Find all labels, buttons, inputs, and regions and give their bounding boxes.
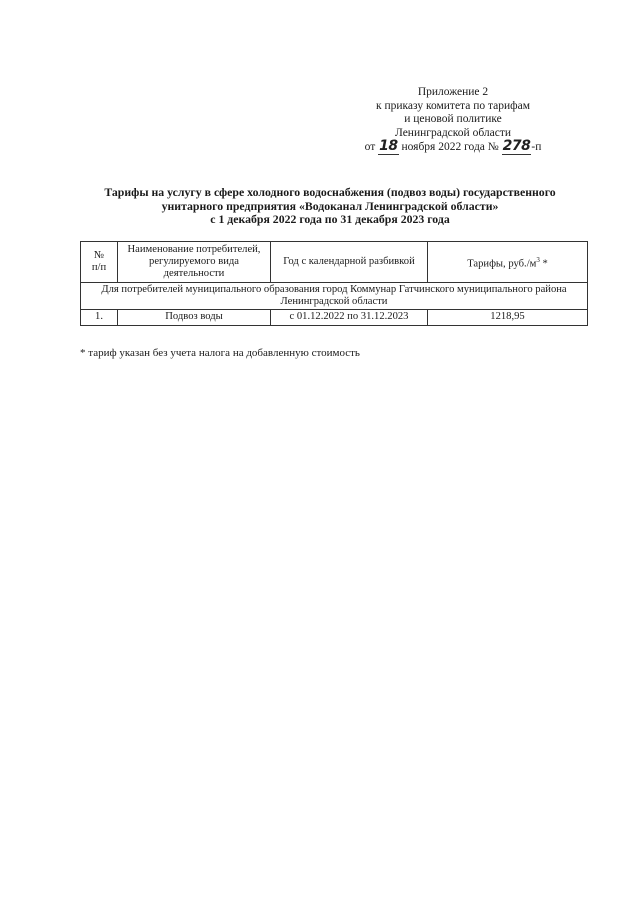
handwritten-order-number: 278 bbox=[502, 138, 531, 155]
header-number bbox=[81, 242, 118, 283]
title-line-2: унитарного предприятия «Водоканал Ленинградской области» bbox=[161, 198, 499, 213]
row-tariff-value: 1218,95 bbox=[428, 310, 588, 325]
date-prefix: от bbox=[364, 141, 376, 154]
table-header-row bbox=[81, 242, 588, 283]
row-period: с 01.12.2022 по 31.12.2023 bbox=[271, 310, 428, 325]
date-middle: ноября 2022 года № bbox=[401, 141, 499, 154]
title-line-3: с 1 декабря 2022 года по 31 декабря 2023 года bbox=[210, 212, 450, 227]
header-tariff-label: Тарифы, руб./м bbox=[467, 258, 537, 270]
header-tariff-superscript: 3 bbox=[536, 255, 540, 264]
row-service-name: Подвоз воды bbox=[118, 310, 271, 325]
appendix-order-reference: к приказу комитета по тарифам bbox=[376, 99, 530, 112]
appendix-region: Ленинградской области bbox=[394, 126, 512, 139]
handwritten-day: 18 bbox=[379, 138, 398, 155]
appendix-date-line bbox=[338, 140, 568, 155]
title-line-1: Тарифы на услугу в сфере холодного водоснабжения (подвоз воды) государственного bbox=[104, 185, 556, 199]
header-name: Наименование потребителей, регулируемого вида деятельности bbox=[118, 242, 271, 283]
order-suffix: -п bbox=[531, 141, 542, 154]
appendix-title: Приложение 2 bbox=[417, 86, 489, 98]
header-tariff-asterisk: * bbox=[539, 258, 548, 270]
consumer-group-cell bbox=[81, 283, 588, 310]
table-row bbox=[81, 310, 588, 325]
document-title bbox=[80, 186, 580, 227]
consumer-group-line-2: Ленинградской области bbox=[280, 296, 388, 308]
header-period: Год с календарной разбивкой bbox=[271, 242, 428, 283]
appendix-header bbox=[338, 86, 568, 155]
consumer-group-line-1: Для потребителей муниципального образования город Коммунар Гатчинского муниципального района bbox=[101, 284, 567, 295]
header-tariff bbox=[428, 242, 588, 283]
appendix-committee-line: и ценовой политике bbox=[404, 113, 502, 126]
tariff-table bbox=[80, 241, 588, 326]
footnote: * тариф указан без учета налога на добавленную стоимость bbox=[80, 347, 360, 359]
table-group-row bbox=[81, 283, 588, 310]
row-number: 1. bbox=[81, 310, 118, 325]
header-number-abbr: п/п bbox=[91, 262, 107, 273]
header-number-symbol: № bbox=[93, 249, 105, 261]
